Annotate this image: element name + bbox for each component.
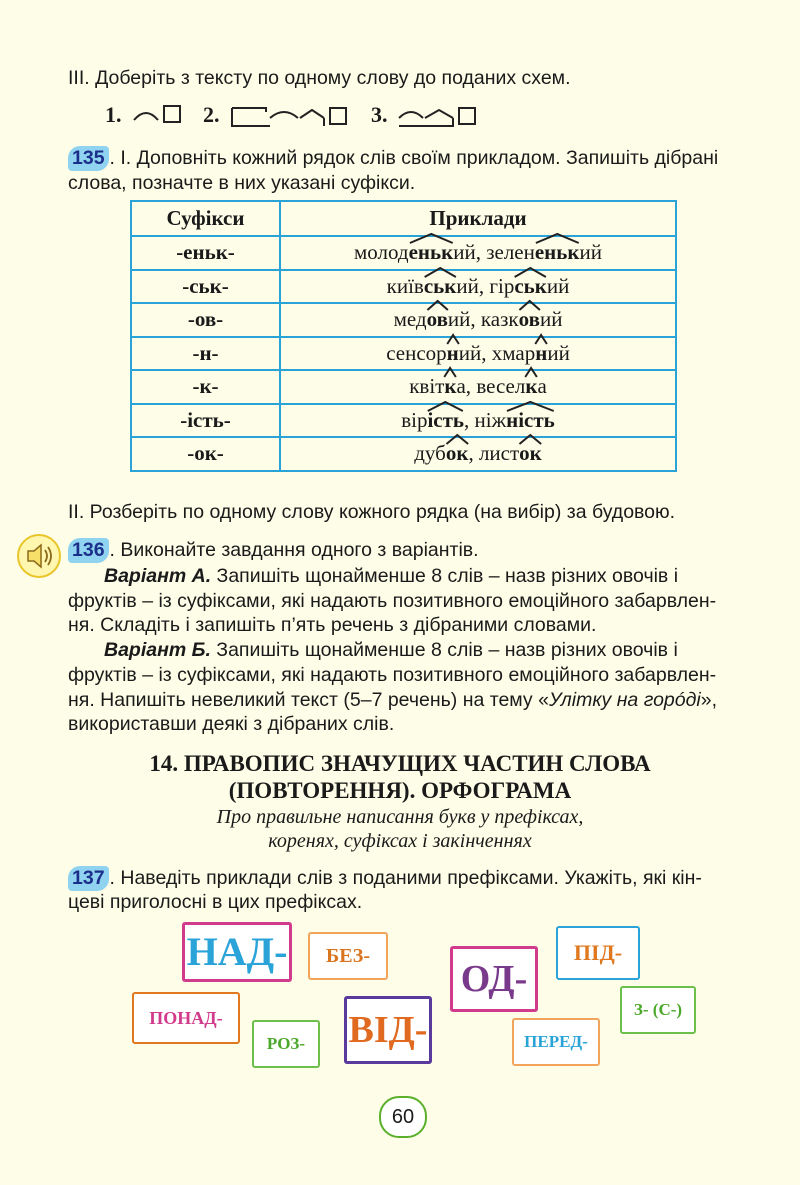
section-14-subtitle-line1: Про правильне написання букв у префіксах, [216, 806, 584, 828]
prefix-puzzle-roz: РОЗ- [252, 1020, 320, 1068]
suffix-arc [514, 267, 547, 277]
examples-cell: київськ ий, гірськ ий [280, 270, 676, 304]
suffix-mark: к [444, 374, 456, 399]
prefix-puzzle-pid: ПІД- [556, 926, 640, 980]
examples-cell: сенсорн ий, хмарн ий [280, 337, 676, 371]
table-row [131, 270, 676, 304]
header-suffixes: Суфікси [131, 201, 280, 236]
variant-b-line2: фруктів – із суфіксами, які надають позитивного емоційного забарвлен- [68, 664, 717, 686]
suffix-arc [519, 300, 540, 310]
suffix-arc [447, 334, 459, 344]
suffix-mark: еньк [535, 240, 580, 265]
section-3-instruction: III. Доберіть з тексту по одному слову до поданих схем. [68, 67, 571, 89]
table-row [131, 370, 676, 404]
variant-b-line1: Варіант Б. Запишіть щонайменше 8 слів – назв різних овочів і [104, 639, 678, 661]
examples-cell: вірість , ніжність [280, 404, 676, 438]
exercise-137-line1: 137 . Наведіть приклади слів з поданими префіксами. Укажіть, які кін- [68, 866, 702, 891]
suffix-mark: ність [506, 408, 555, 433]
suffix-arc [506, 401, 555, 411]
header-examples: Приклади [280, 201, 676, 236]
exercise-135-line2: слова, позначте в них указані суфікси. [68, 172, 416, 194]
examples-cell: молоденьк ий, зелененьк ий [280, 236, 676, 270]
variant-a-line1: Варіант А. Запишіть щонайменше 8 слів – назв різних овочів і [104, 565, 679, 587]
suffix-arc [525, 367, 537, 377]
exercise-135-line1: 135 . I. Доповніть кожний рядок слів своїм прикладом. Запишіть дібрані [68, 146, 718, 171]
scheme-3-diagram [397, 104, 487, 130]
scheme-2-number: 2. [203, 102, 220, 127]
suffix-mark: ок [519, 441, 542, 466]
scheme-1-number: 1. [105, 102, 122, 127]
section-14-subtitle-line2: коренях, суфіксах і закінченнях [268, 830, 532, 852]
suffix-cell: -ок- [131, 437, 280, 471]
section-14-title-line1: 14. ПРАВОПИС ЗНАЧУЩИХ ЧАСТИН СЛОВА [149, 751, 651, 776]
variant-b-line4: використавши деякі з дібраних слів. [68, 713, 395, 735]
section-14-title-line2: (ПОВТОРЕННЯ). ОРФОГРАМА [228, 778, 572, 803]
suffix-arc [424, 267, 457, 277]
scheme-3-number: 3. [371, 102, 388, 127]
suffix-cell: -к- [131, 370, 280, 404]
prefix-puzzle-pered: ПЕРЕД- [512, 1018, 600, 1066]
suffix-cell: -ов- [131, 303, 280, 337]
section-2-instruction: II. Розберіть по одному слову кожного рядка (на вибір) за будовою. [68, 501, 676, 523]
suffix-mark: ов [427, 307, 448, 332]
suffix-cell: -н- [131, 337, 280, 371]
examples-cell: квітк а, веселк а [280, 370, 676, 404]
suffix-mark: ськ [424, 274, 457, 299]
speaker-icon[interactable] [16, 533, 62, 579]
suffix-mark: к [525, 374, 537, 399]
prefix-puzzle-z-s: З- (С-) [620, 986, 696, 1034]
exercise-136-intro: 136 . Виконайте завдання одного з варіантів. [68, 538, 479, 563]
suffix-arc [519, 434, 542, 444]
prefix-puzzle-bez: БЕЗ- [308, 932, 388, 980]
exercise-137-line2: цеві приголосні в цих префіксах. [68, 891, 363, 913]
prefix-puzzle-vid: ВІД- [344, 996, 432, 1064]
suffix-mark: ськ [514, 274, 547, 299]
examples-cell: медов ий, казков ий [280, 303, 676, 337]
suffix-mark: ість [427, 408, 464, 433]
suffix-arc [535, 334, 547, 344]
table-row [131, 303, 676, 337]
page-number: 60 [379, 1096, 427, 1138]
table-row [131, 236, 676, 270]
variant-b-line3: ня. Напишіть невеликий текст (5–7 речень) на тему «Улітку на горóді», [68, 689, 718, 711]
suffix-cell: -еньк- [131, 236, 280, 270]
exercise-number-badge: 137 [68, 866, 109, 891]
suffix-mark: н [447, 341, 459, 366]
table-row [131, 337, 676, 371]
suffix-mark: ов [519, 307, 540, 332]
suffix-arc [444, 367, 456, 377]
prefix-puzzle-od: ОД- [450, 946, 538, 1012]
variant-a-line3: ня. Складіть і запишіть п’ять речень з дібраними словами. [68, 614, 597, 636]
scheme-2-diagram [230, 104, 350, 130]
suffix-cell: -ість- [131, 404, 280, 438]
suffix-cell: -ськ- [131, 270, 280, 304]
variant-a-line2: фруктів – із суфіксами, які надають позитивного емоційного забарвлен- [68, 590, 717, 612]
suffix-arc [409, 233, 454, 243]
table-row [131, 404, 676, 438]
scheme-1-diagram [132, 104, 184, 126]
examples-cell: дубок , листок [280, 437, 676, 471]
prefix-puzzle-nad: НАД- [182, 922, 292, 982]
exercise-number-badge: 136 [68, 538, 109, 563]
exercise-number-badge: 135 [68, 146, 109, 171]
suffix-arc [427, 300, 448, 310]
suffix-mark: ок [446, 441, 469, 466]
suffix-mark: еньк [409, 240, 454, 265]
suffix-arc [446, 434, 469, 444]
prefix-puzzle-ponad: ПОНАД- [132, 992, 240, 1044]
table-row [131, 437, 676, 471]
suffix-mark: н [535, 341, 547, 366]
suffix-arc [535, 233, 580, 243]
suffix-arc [427, 401, 464, 411]
suffix-table [130, 200, 677, 472]
